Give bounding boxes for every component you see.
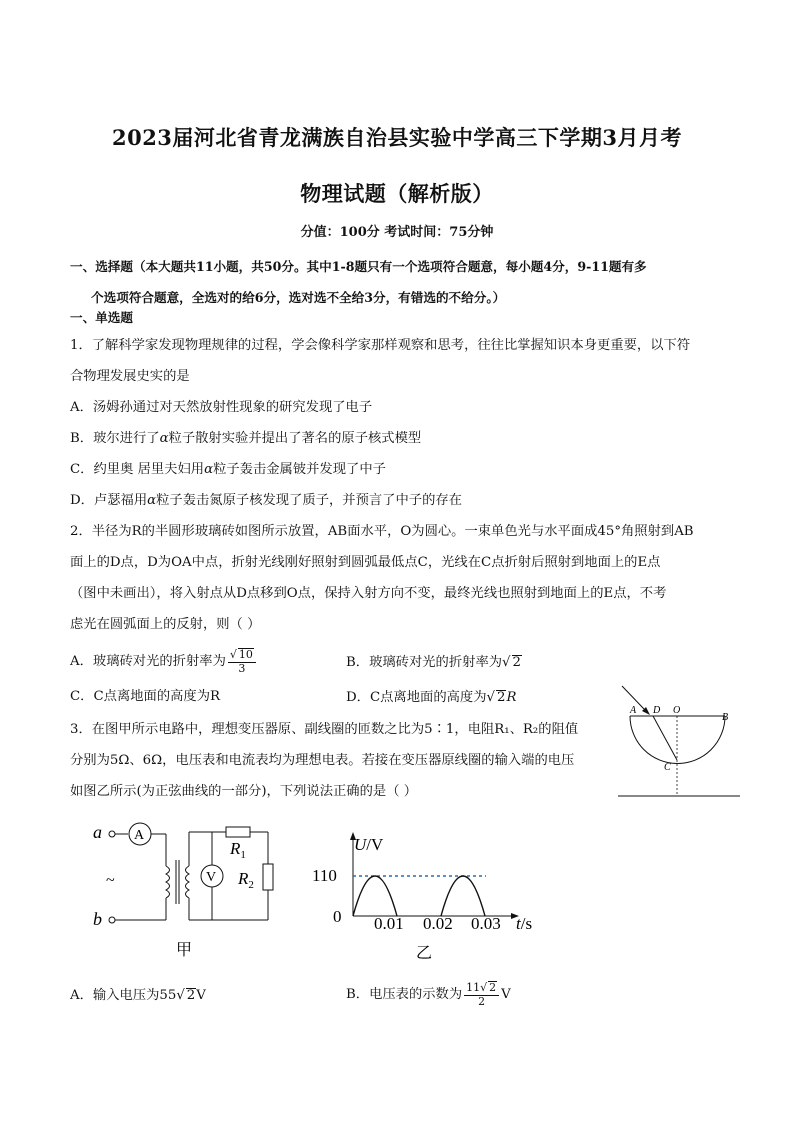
q1-option-b-post: 粒子散射实验并提出了著名的原子核式模型 (168, 431, 422, 446)
label-b: B (722, 712, 729, 723)
peak-value-label: 110 (312, 866, 337, 885)
r1-label (229, 839, 246, 861)
q2-stem-line3: （图中未画出），将入射点从D点移到O点，保持入射方向不变，最终光线也照射到地面上的E点，不考 (70, 586, 667, 601)
semicircle-arc (630, 716, 725, 764)
label-d: D (653, 705, 661, 716)
q3-stem-line3: 如图乙所示(为正弦曲线的一部分)，下列说法正确的是（ ） (70, 784, 418, 799)
tick-label-003: 0.03 (471, 914, 501, 933)
q2-option-a-pre: A．玻璃砖对光的折射率为 (70, 654, 226, 670)
half-wave-2 (441, 876, 485, 916)
refracted-ray (653, 716, 677, 760)
label-a: A (630, 705, 637, 716)
q2-stem-line1: 2．半径为R的半圆形玻璃砖如图所示放置，AB面水平，O为圆心。一束单色光与水平面成45°角照射到AB (70, 524, 694, 539)
q2-option-b-pre: B．玻璃砖对光的折射率为 (346, 655, 503, 670)
terminal-a-label: a (93, 822, 102, 842)
r2-letter: R (238, 869, 249, 888)
resistor-r2 (263, 864, 273, 890)
q2-option-d: D．C点离地面的高度为√ 2R (346, 690, 517, 705)
q1-option-d-post: 粒子轰击氮原子核发现了质子，并预言了中子的存在 (156, 493, 462, 508)
resistor-r1 (226, 827, 250, 837)
figure-caption-jia: 甲 (176, 942, 193, 959)
q1-option-d-pre: D．卢瑟福用 (70, 493, 148, 508)
alpha-symbol: α (204, 462, 214, 477)
q2-option-c: C．C点离地面的高度为R (70, 689, 221, 704)
q1-option-a: A．汤姆孙通过对天然放射性现象的研究发现了电子 (70, 400, 373, 415)
q2-stem-line2: 面上的D点，D为OA中点，折射光线刚好照射到圆弧最低点C，光线在C点折射后照射到地面上的E点 (70, 555, 661, 570)
denominator: 3 (238, 661, 246, 675)
section-header-line2: 个选项符合题意，全选对的给6分，选对选不全给3分，有错选的不给分。） (91, 290, 506, 305)
voltmeter-label: V (206, 870, 217, 885)
ac-source-symbol: ~ (106, 872, 115, 889)
q2-option-d-pre: D．C点离地面的高度为 (346, 690, 487, 705)
q1-option-b-pre: B．玻尔进行了 (70, 431, 160, 446)
subsection-header: 一、单选题 (70, 310, 133, 325)
q2-stem-line4: 虑光在圆弧面上的反射，则（ ） (70, 617, 261, 632)
y-axis-label: U/V (354, 835, 384, 854)
q1-stem-line1: 1．了解科学家发现物理规律的过程，学会像科学家那样观察和思考，往往比掌握知识本身更重要，以下符 (70, 338, 691, 353)
primary-coil (166, 866, 170, 898)
half-wave-1 (353, 876, 397, 916)
q1-option-d (70, 494, 462, 507)
q3-stem-line2: 分别为5Ω、6Ω，电压表和电流表均为理想电表。若接在变压器原线圈的输入端的电压 (70, 753, 575, 768)
radicand: 2 (489, 981, 497, 994)
label-c: C (664, 762, 671, 773)
x-axis-label: t/s (516, 914, 533, 933)
fraction: $\frac{11√ 2}{2}$ (464, 981, 499, 1008)
r1-letter: R (230, 839, 241, 858)
q2-option-a (70, 648, 258, 675)
origin-label: 0 (333, 907, 342, 926)
q3-option-b-post: V (501, 987, 511, 1003)
q1-option-c-pre: C．约里奥 居里夫妇用 (70, 462, 205, 477)
q3-stem-line1: 3．在图甲所示电路中，理想变压器原、副线圈的匝数之比为5∶1，电阻R₁、R₂的阻值 (70, 722, 579, 737)
denominator: 2 (478, 994, 486, 1008)
radicand: 2 (186, 988, 196, 1003)
alpha-symbol: α (159, 431, 169, 446)
radicand: 10 (238, 648, 253, 661)
ammeter-label: A (134, 828, 145, 843)
exam-title-line1: 2023届河北省青龙满族自治县实验中学高三下学期3月月考 (111, 125, 683, 150)
q1-option-b (70, 432, 421, 445)
r2-label (237, 869, 254, 891)
tick-label-001: 0.01 (374, 914, 404, 933)
terminal-b-label: b (93, 909, 102, 929)
q3-option-b (346, 981, 511, 1008)
figure-caption-yi: 乙 (416, 945, 433, 962)
circuit-diagram-jia (88, 818, 288, 963)
terminal-b (109, 917, 115, 923)
terminal-a (109, 831, 115, 837)
q3-option-a-post: V (196, 988, 206, 1003)
q3-option-b-pre: B．电压表的示数为 (346, 987, 463, 1003)
q2-option-b: B．玻璃砖对光的折射率为√ 2 (346, 655, 521, 670)
semicircle-glass-figure (612, 680, 747, 800)
q1-option-c-post: 粒子轰击金属铍并发现了中子 (213, 462, 386, 477)
section-header-line1: 一、选择题（本大题共11小题，共50分。其中1-8题只有一个选项符合题意，每小题4分，9-11题有多 (70, 259, 647, 274)
q1-option-c (70, 463, 386, 476)
q3-option-a: A．输入电压为55√ 2V (70, 988, 206, 1003)
r2-subscript: 2 (248, 879, 254, 891)
exam-title-line2: 物理试题（解析版） (300, 181, 494, 206)
q1-stem-line2: 合物理发展史实的是 (70, 369, 190, 384)
alpha-symbol: α (147, 493, 157, 508)
voltage-graph-yi (308, 828, 548, 963)
label-o: O (673, 705, 681, 716)
numerator: 11 (466, 981, 481, 994)
exam-meta: 分值：100分 考试时间：75分钟 (300, 225, 494, 240)
secondary-coil (186, 866, 190, 898)
q2-option-d-post: R (506, 690, 517, 705)
radicand: 2 (512, 655, 521, 670)
r1-subscript: 1 (240, 849, 246, 861)
fraction: $\frac{√ 10}{3}$ (228, 648, 256, 675)
q3-option-a-pre: A．输入电压为55 (70, 988, 177, 1003)
radicand: 2 (497, 690, 506, 705)
tick-label-002: 0.02 (423, 914, 453, 933)
